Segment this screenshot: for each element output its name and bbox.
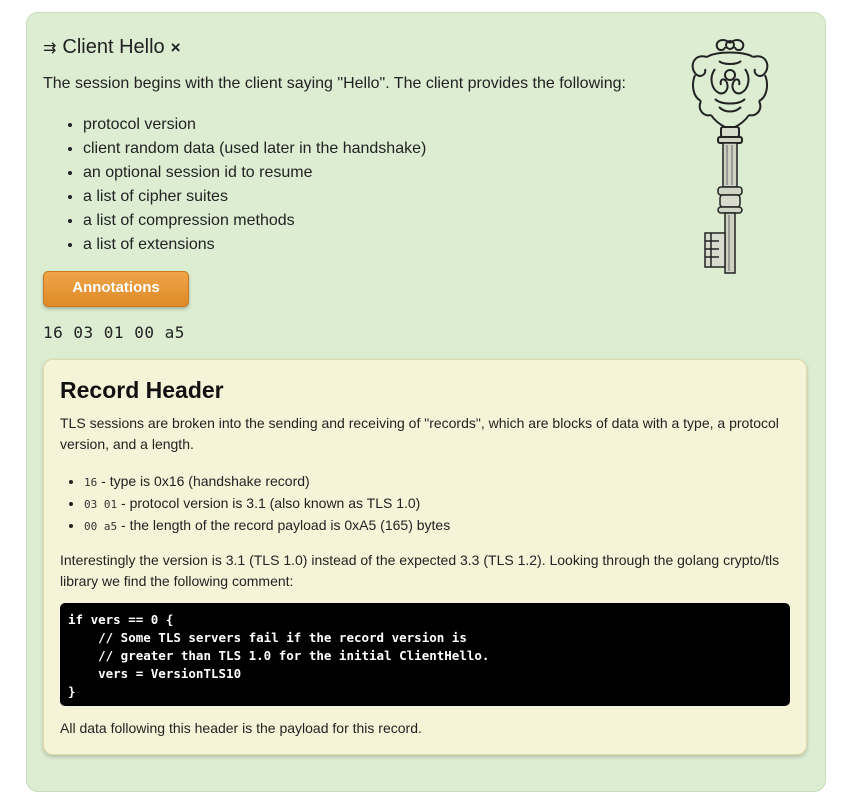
list-item: • protocol version [83,113,426,137]
byte-code: 16 [84,476,98,489]
list-item: • a list of compression methods [83,209,426,233]
record-header-title: Record Header [60,377,224,403]
list-item: • an optional session id to resume [83,161,426,185]
section-title-text: Client Hello [62,36,165,58]
record-field-list [60,471,450,537]
byte-code: 00 a5 [84,520,118,533]
list-item: • a list of cipher suites [83,185,426,209]
code-block: if vers == 0 { // Some TLS servers fail if the record version is // greater than TLS 1.0 for the initial ClientHello. vers = VersionTLS10 } [60,603,790,706]
byte-code: 03 01 [84,498,118,511]
annotations-button[interactable]: Annotations [43,271,189,307]
section-title [43,36,181,59]
list-item [84,515,450,537]
byte-description: - the length of the record payload is 0xA5 (165) bytes [117,517,451,533]
arrows-icon: ⇉ [43,39,57,57]
byte-description: - type is 0x16 (handshake record) [97,473,310,489]
record-description: TLS sessions are broken into the sending and receiving of "records", which are blocks of data with a type, a protocol version, and a length. [60,415,779,452]
list-item: • a list of extensions [83,233,426,257]
intro-text: The session begins with the client saying "Hello". The client provides the following: [43,75,626,92]
list-item [84,493,450,515]
list-item: • client random data (used later in the handshake) [83,137,426,161]
payload-note: All data following this header is the payload for this record. [60,720,422,736]
byte-description: - protocol version is 3.1 (also known as TLS 1.0) [117,495,421,511]
version-note: Interestingly the version is 3.1 (TLS 1.0) instead of the expected 3.3 (TLS 1.2). Looking through the golang crypto/tls library we find the following comment: [60,552,780,589]
key-icon [685,35,775,277]
record-header-bytes[interactable]: 16 03 01 00 a5 [43,323,185,342]
close-icon[interactable]: × [170,37,181,57]
record-header-card [43,359,807,755]
feature-list [43,113,426,257]
list-item [84,471,450,493]
client-hello-panel [26,12,826,792]
